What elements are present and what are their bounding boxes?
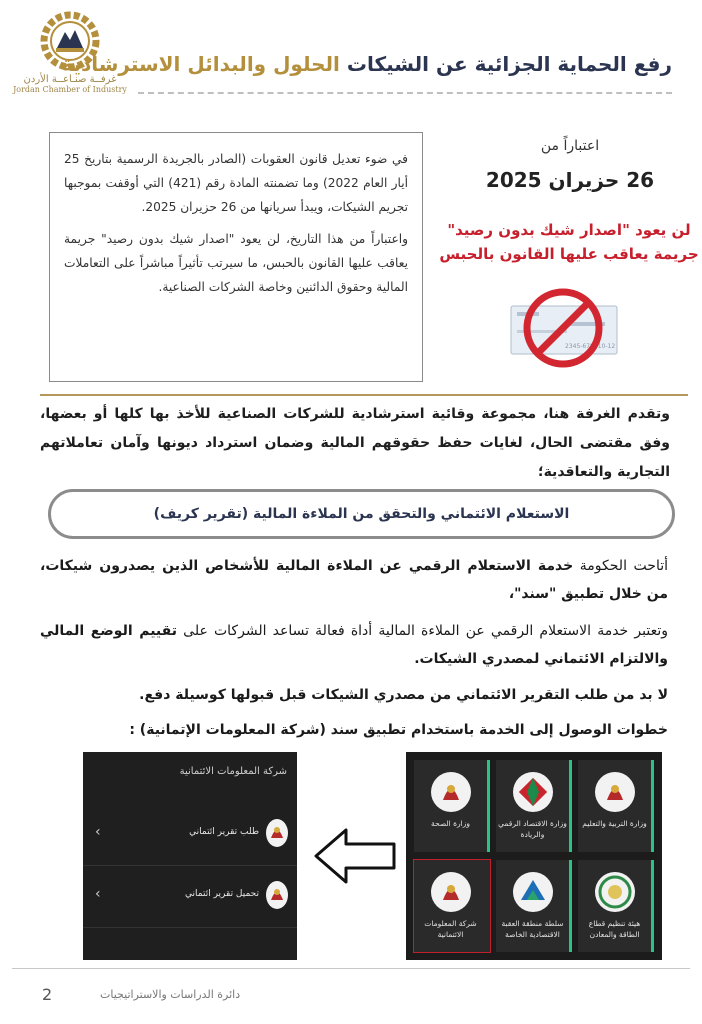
list-item-label: طلب تقرير ائتماني [189, 827, 259, 837]
p2-lead: وتعتبر خدمة الاستعلام الرقمي عن الملاءة المالية أداة فعالة تساعد الشركات على [176, 623, 668, 639]
steps-heading: خطوات الوصول إلى الخدمة باستخدام تطبيق سند (شركة المعلومات الإتمانية) : [129, 722, 668, 738]
page-number: 2 [42, 985, 53, 1004]
jordan-emblem-icon [431, 872, 471, 912]
notice-paragraph-1: في ضوء تعديل قانون العقوبات (الصادر بالجريدة الرسمية بتاريخ 25 أيار العام 2022) وما تضمنته المادة رقم (421) التي أوقفت بموجبها تجريم الشيكات، ويبدأ سريانها من 26 حزيران 2025. [64, 152, 408, 214]
p1-lead: أتاحت الحكومة [573, 558, 668, 574]
section-divider [40, 394, 688, 396]
notice-paragraph-2: واعتباراً من هذا التاريخ، لن يعود "اصدار شيك بدون رصيد" جريمة يعاقب عليها القانون بالحبس، ما سيرتب تأثيراً مباشراً على التعاملات المالية وحقوق الدائنين وخاصة الشركات الصناعية. [64, 232, 408, 294]
list-item-label: تحميل تقرير ائتماني [185, 889, 259, 899]
p1-bold: خدمة الاستعلام الرقمي عن الملاءة المالية للأشخاص الذين يصدرون شيكات، من خلال تطبيق "سند"، [40, 558, 668, 602]
footer-department: دائرة الدراسات والاستراتيجيات [100, 988, 241, 1001]
tile-label: هيئة تنظيم قطاع الطاقة والمعادن [588, 919, 641, 939]
no-cheque-icon [505, 286, 625, 370]
digital-economy-logo-icon [513, 772, 553, 812]
jordan-emblem-icon [265, 818, 289, 848]
tile-label: وزارة الاقتصاد الرقمي والريادة [498, 819, 567, 839]
logo-arabic-name: غرفــة صنـاعــة الأردن [23, 74, 117, 85]
chevron-icon: › [95, 824, 101, 840]
tile-label: شركة المعلومات الائتمانية [424, 919, 477, 939]
cheque-number: 2345-678910-12 [565, 343, 616, 350]
notice-line-2: جريمة يعاقب عليها القانون بالحبس [439, 245, 699, 263]
body-paragraph-3: لا بد من طلب التقرير الائتماني من مصدري الشيكات قبل قبولها كوسيلة دفع. [139, 687, 668, 703]
logo-english-name: Jordan Chamber of Industry [13, 85, 127, 94]
tile-label: وزارة الصحة [431, 819, 470, 828]
service-screen-header: شركة المعلومات الائتمانية [179, 766, 287, 777]
title-divider [138, 92, 672, 94]
tile-ministry-digital-economy[interactable] [496, 760, 572, 852]
title-main: رفع الحماية الجزائية عن الشيكات [339, 52, 672, 76]
no-longer-crime-notice [438, 218, 700, 266]
energy-commission-logo-icon [595, 872, 635, 912]
notice-line-1: لن يعود "اصدار شيك بدون رصيد" [447, 221, 691, 239]
tile-label: وزارة التربية والتعليم [582, 819, 647, 828]
body-paragraph-2 [40, 617, 668, 673]
tile-ministry-health[interactable] [414, 760, 490, 852]
tile-aqaba-zone[interactable] [496, 860, 572, 952]
tile-energy-regulatory[interactable] [578, 860, 654, 952]
list-item-request-report[interactable] [83, 804, 297, 866]
tile-ministry-education[interactable] [578, 760, 654, 852]
intro-paragraph: وتقدم الغرفة هنا، مجموعة وقائية استرشادية للشركات الصناعية للأخذ بها كلها أو بعضها، وفق مقتضى الحال، لغايات حفظ حقوقهم المالية وضمان استرداد ديونها وآمان تعاملاتهم التجارية والتعاقدية؛ [40, 406, 670, 480]
effective-date: 26 حزيران 2025 [485, 168, 655, 192]
tile-credit-information-company[interactable] [414, 860, 490, 952]
jordan-emblem-icon [431, 772, 471, 812]
sanad-services-grid [406, 752, 662, 960]
title-accent: الحلول والبدائل الاسترشادية [61, 52, 340, 76]
aqaba-logo-icon [513, 872, 553, 912]
body-paragraph-1 [40, 552, 668, 608]
jordan-emblem-icon [595, 772, 635, 812]
sanad-service-screen [83, 752, 297, 960]
chevron-icon: › [95, 886, 101, 902]
effective-from-label: اعتباراً من [540, 138, 600, 154]
page-title [61, 52, 672, 76]
tile-label: سلطة منطقة العقبة الاقتصادية الخاصة [501, 919, 564, 939]
law-notice-box [49, 132, 423, 382]
footer-divider [12, 968, 690, 969]
jordan-emblem-icon [265, 880, 289, 910]
list-item-download-report[interactable] [83, 866, 297, 928]
section-heading: الاستعلام الائتماني والتحقق من الملاءة المالية (تقرير كريف) [48, 489, 675, 539]
left-arrow-icon [312, 826, 398, 886]
p2-bold: تقييم الوضع المالي والالتزام الائتماني لمصدري الشيكات. [40, 623, 668, 667]
